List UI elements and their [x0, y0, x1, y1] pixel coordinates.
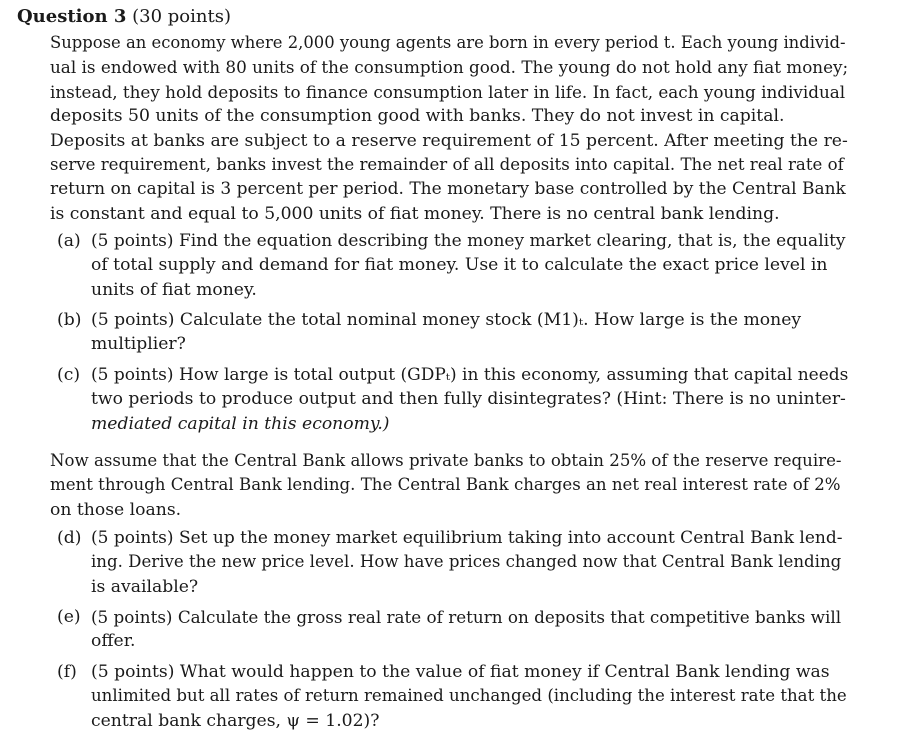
subquestion-line: (5 points) Calculate the gross real rate of return on deposits that competitive banks will: [91, 607, 842, 627]
intro-line: Deposits at banks are subject to a reserve requirement of 15 percent. After meeting the re-: [50, 130, 848, 151]
subquestion-line: mediated capital in this economy.): [91, 413, 390, 434]
subquestion-line: unlimited but all rates of return remained unchanged (including the interest rate that the: [91, 686, 847, 706]
middle-line: ment through Central Bank lending. The Central Bank charges an net real interest rate of 2%: [50, 475, 841, 495]
subquestion-line: (5 points) Calculate the total nominal money stock (M1)ₜ. How large is the money: [91, 310, 802, 330]
subquestion-label: (e): [57, 607, 81, 627]
subquestion-line: is available?: [91, 576, 199, 597]
intro-line: serve requirement, banks invest the remainder of all deposits into capital. The net real rate of: [50, 155, 844, 175]
subquestion-line: of total supply and demand for fiat money. Use it to calculate the exact price level in: [91, 255, 828, 276]
subquestion-line: ing. Derive the new price level. How have prices changed now that Central Bank lending: [91, 552, 842, 572]
intro-line: instead, they hold deposits to finance consumption later in life. In fact, each young individual: [50, 81, 846, 102]
subquestion-line: (5 points) Set up the money market equilibrium taking into account Central Bank lend-: [91, 528, 843, 548]
intro-line: return on capital is 3 percent per period. The monetary base controlled by the Central Bank: [50, 179, 846, 200]
intro-paragraph: [50, 31, 848, 226]
intro-line: ual is endowed with 80 units of the consumption good. The young do not hold any fiat money;: [50, 57, 849, 78]
subquestion-line: central bank charges, ψ = 1.02)?: [91, 710, 380, 731]
middle-line: Now assume that the Central Bank allows private banks to obtain 25% of the reserve require-: [50, 451, 842, 470]
subquestion-label: (c): [57, 365, 81, 385]
middle-paragraph: [50, 449, 848, 522]
intro-line: deposits 50 units of the consumption good with banks. They do not invest in capital.: [50, 106, 785, 127]
subquestion-line: (5 points) Find the equation describing the money market clearing, that is, the equality: [91, 231, 846, 251]
question-points: (30 points): [132, 6, 231, 27]
subquestion-label: (a): [57, 231, 81, 251]
intro-line: Suppose an economy where 2,000 young agents are born in every period t. Each young individ-: [50, 33, 846, 52]
subquestion-line: units of fiat money.: [91, 279, 257, 300]
subquestion-line: (5 points) How large is total output (GDPₜ) in this economy, assuming that capital needs: [91, 365, 849, 385]
subquestion-line: (5 points) What would happen to the value of fiat money if Central Bank lending was: [91, 662, 830, 682]
intro-line: is constant and equal to 5,000 units of fiat money. There is no central bank lending.: [50, 203, 780, 224]
subquestion-label: (b): [57, 310, 82, 330]
subquestion-label: (f): [57, 662, 77, 682]
question-title: [17, 5, 231, 29]
subquestion-line: offer.: [91, 631, 136, 652]
question-number: Question 3: [17, 6, 127, 27]
subquestion-line: two periods to produce output and then fully disintegrates? (Hint: There is no uninter-: [91, 389, 846, 410]
subquestion-label: (d): [57, 528, 82, 548]
middle-line: on those loans.: [50, 499, 182, 520]
subquestion-line: multiplier?: [91, 334, 186, 355]
